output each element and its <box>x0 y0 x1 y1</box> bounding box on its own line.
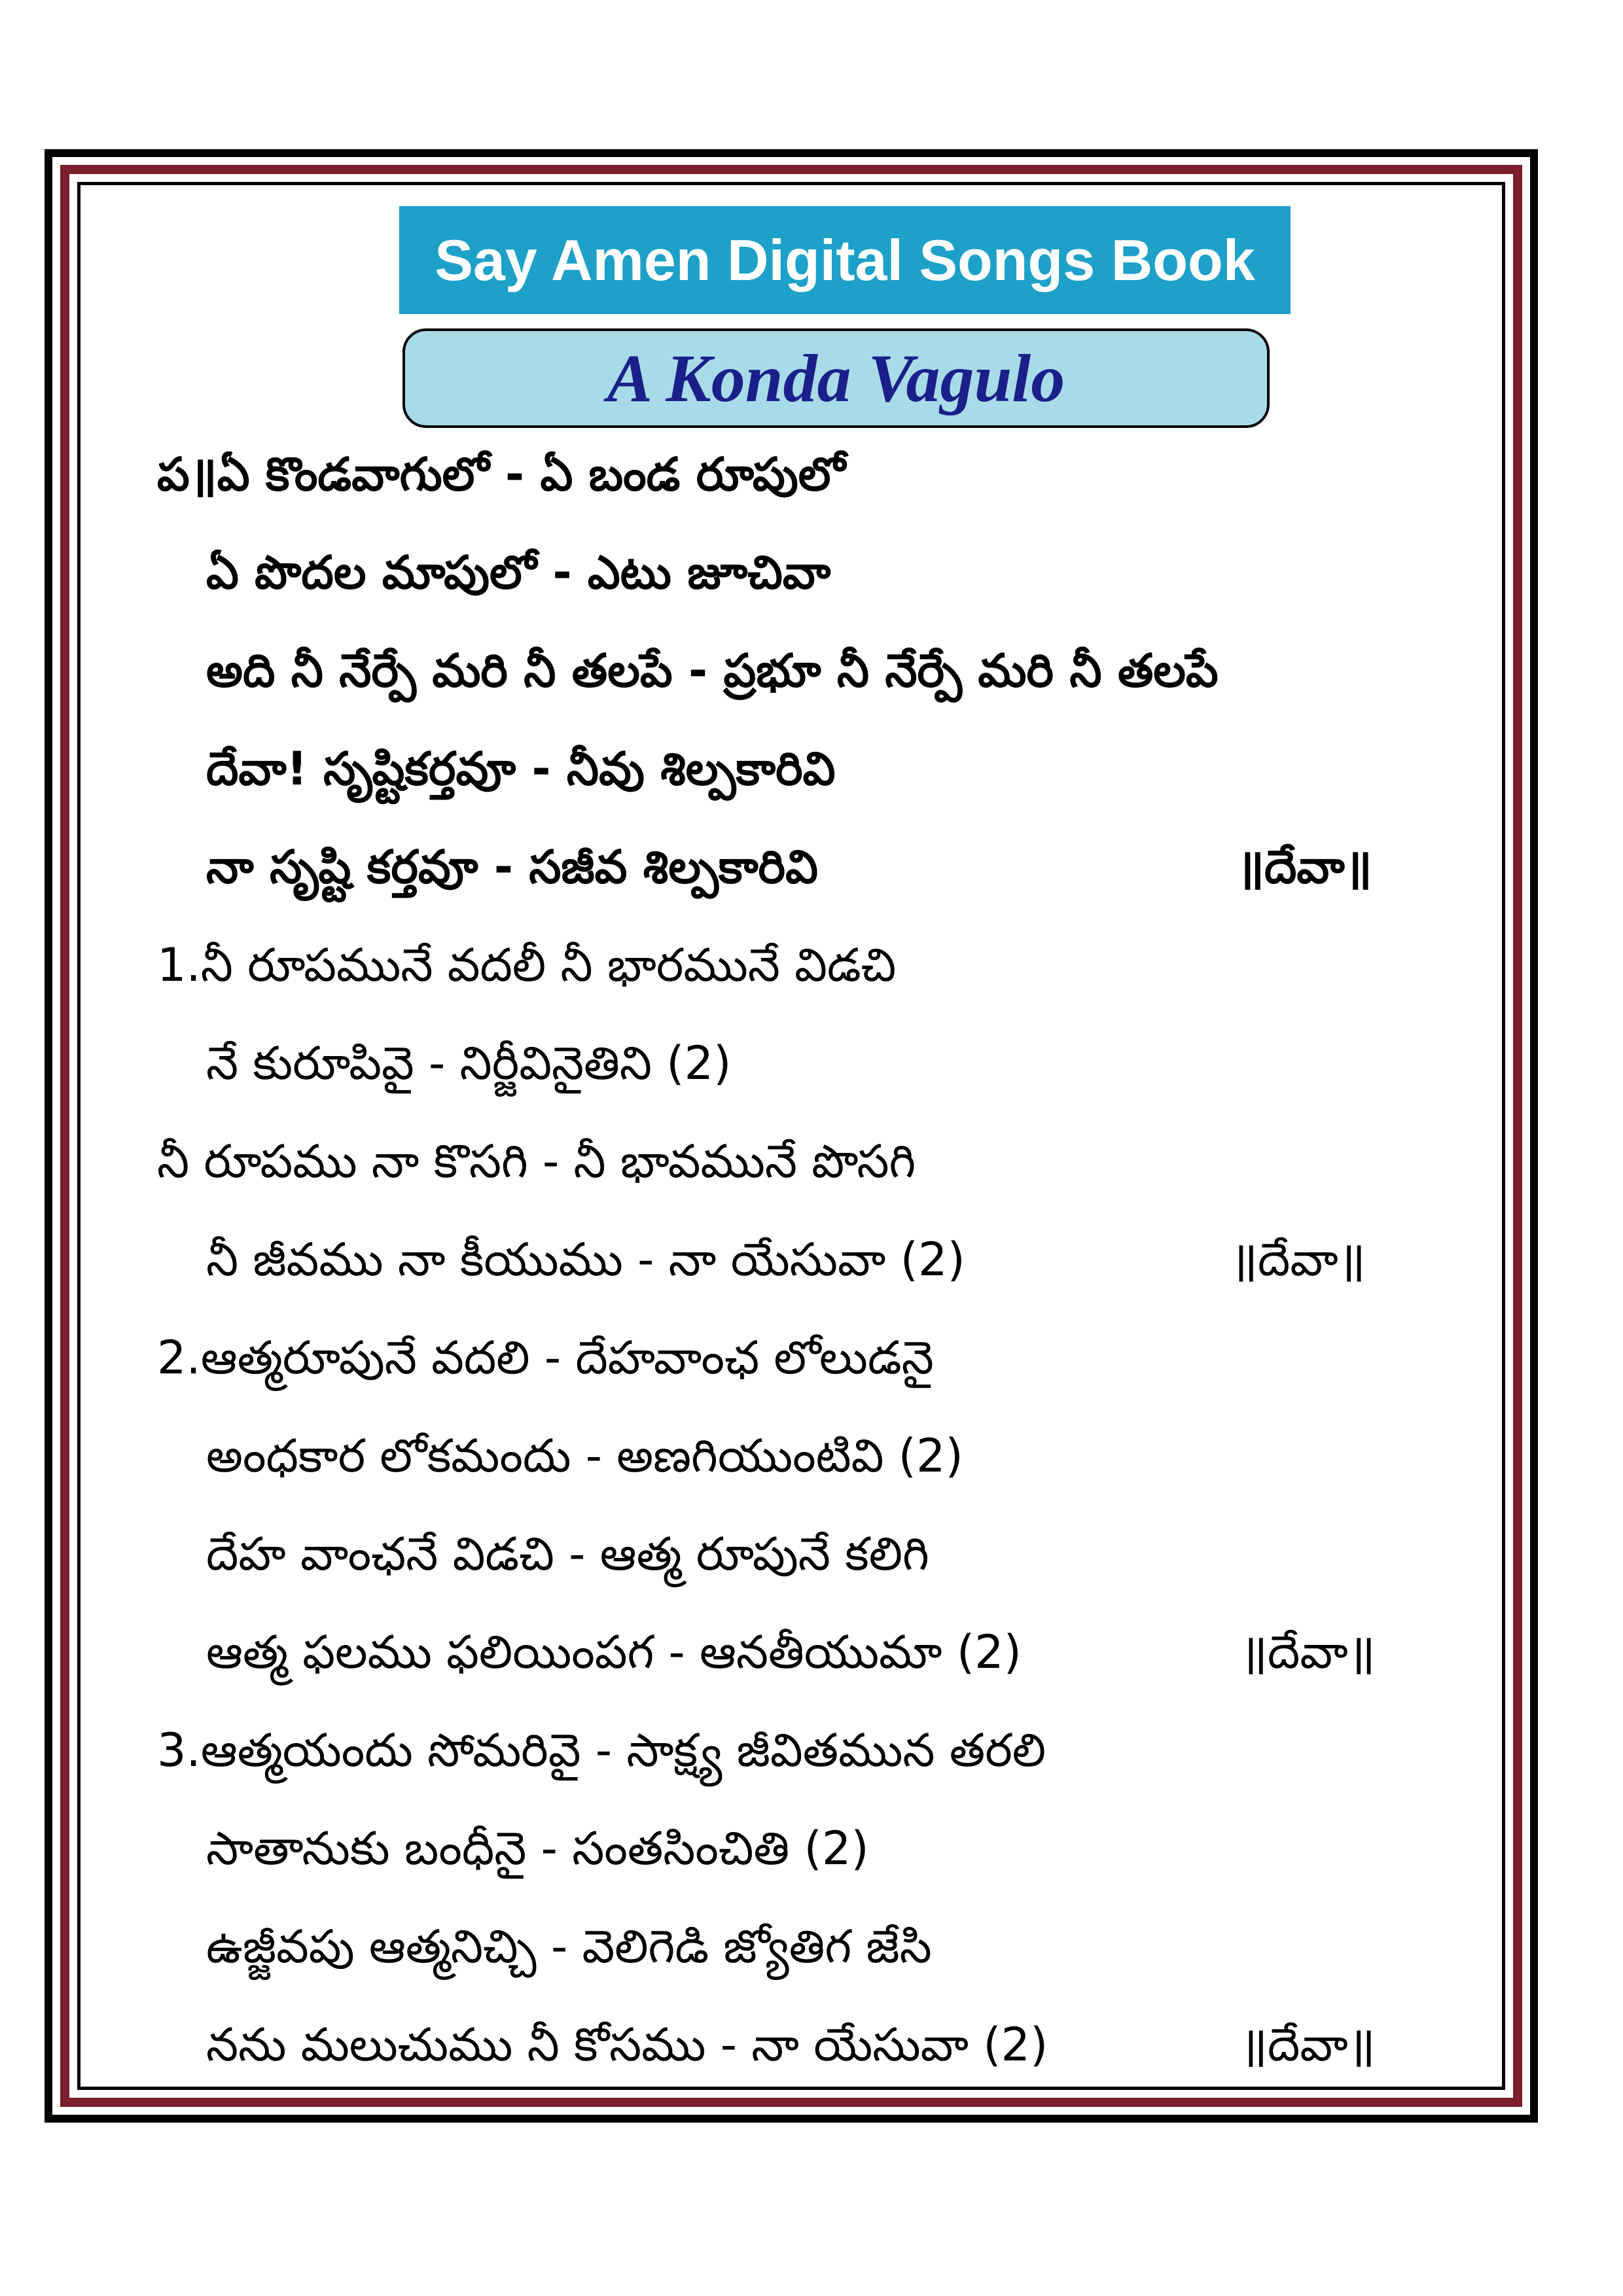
verse2-line-4: ఆత్మ ఫలము ఫలియింపగ - ఆనతీయుమా (2) <box>206 1625 1022 1679</box>
book-title-banner: Say Amen Digital Songs Book <box>399 206 1291 314</box>
verse3-line-1: 3.ఆత్మయందు సోమరివై - సాక్ష్య జీవితమున తరలి <box>157 1723 1046 1777</box>
refrain-mark-verse1: ॥దేవా॥ <box>1230 1233 1366 1286</box>
pallavi-line-3: అది నీ నేర్పే మరి నీ తలపే - ప్రభూ నీ నేర్పే మరి నీ తలపే <box>206 644 1219 698</box>
pallavi-line-1: ప॥ఏ కొండవాగులో - ఏ బండ రూపులో <box>157 448 846 501</box>
pallavi-line-4: దేవా! సృష్టికర్తవూ - నీవు శిల్పకారివి <box>206 742 836 796</box>
verse3-line-3: ఉజ్జీవపు ఆత్మనిచ్చి - వెలిగెడి జ్యోతిగ జేసి <box>206 1920 932 1973</box>
song-title: A Konda Vagulo <box>402 328 1270 428</box>
verse3-line-4: నను మలుచుము నీ కోసము - నా యేసువా (2) <box>206 2018 1048 2072</box>
verse1-line-3: నీ రూపము నా కొసగి - నీ భావమునే పొసగి <box>157 1135 916 1188</box>
verse1-line-1: 1.నీ రూపమునే వదలీ నీ భారమునే విడచి <box>157 938 897 992</box>
refrain-mark-verse2: ॥దేవా॥ <box>1240 1625 1376 1679</box>
verse3-line-2: సాతానుకు బంధీనై - సంతసించితి (2) <box>206 1822 869 1875</box>
verse2-line-3: దేహ వాంఛనే విడచి - ఆత్మ రూపునే కలిగి <box>206 1527 929 1581</box>
refrain-mark-verse3: ॥దేవా॥ <box>1240 2018 1376 2072</box>
verse2-line-1: 2.ఆత్మరూపునే వదలి - దేహవాంఛ లోలుడనై <box>157 1331 934 1385</box>
verse1-line-2: నే కురూపివై - నిర్జీవినైతిని (2) <box>206 1036 732 1090</box>
verse1-line-4: నీ జీవము నా కీయుము - నా యేసువా (2) <box>206 1233 965 1286</box>
verse2-line-2: అంధకార లోకమందు - అణగియుంటివి (2) <box>206 1429 963 1483</box>
refrain-mark-pallavi: ॥దేవా॥ <box>1237 840 1372 894</box>
pallavi-line-2: ఏ పొదల మాపులో - ఎటు జూచివా <box>206 546 831 599</box>
pallavi-line-5: నా సృష్టి కర్తవూ - సజీవ శిల్పకారివి <box>206 840 818 894</box>
